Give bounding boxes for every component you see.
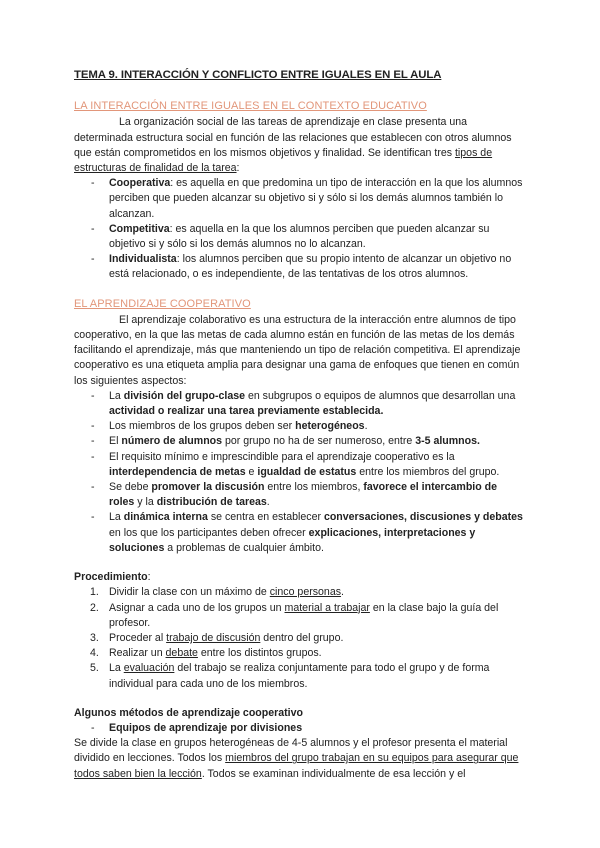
step-item: 1. Dividir la clase con un máximo de cinco personas. bbox=[90, 586, 344, 599]
step-item: 5. La evaluación del trabajo se realiza conjuntamente para todo el grupo y de forma individual para cada uno de los miembros. bbox=[90, 662, 490, 690]
list-item: - El número de alumnos por grupo no ha de ser numeroso, entre 3-5 alumnos. bbox=[91, 435, 480, 448]
methods-text: Se divide la clase en grupos heterogéneas de 4-5 alumnos y el profesor presenta el material dividido en lecciones. Todos los miembros del grupo trabajan en su equipos para asegurar que todos saben bien la lección. Todos se examinan individualmente de esa lección y el bbox=[74, 737, 519, 780]
list-item: - Se debe promover la discusión entre los miembros, favorece el intercambio de roles y la distribución de tareas. bbox=[91, 481, 498, 509]
list-item: - El requisito mínimo e imprescindible para el aprendizaje cooperativo es la interdependencia de metas e igualdad de estatus entre los miembros del grupo. bbox=[91, 450, 500, 478]
task-structure-list bbox=[74, 176, 524, 282]
document-title: TEMA 9. INTERACCIÓN Y CONFLICTO ENTRE IGUALES EN EL AULA bbox=[74, 69, 442, 81]
list-item-competitiva: - Competitiva: es aquella en la que los alumnos perciben que pueden alcanzar su objetivo si y sólo si los demás alumnos no lo alcanzan. bbox=[91, 222, 490, 251]
list-item: - La dinámica interna se centra en establecer conversaciones, discusiones y debates en los que los participantes deben ofrecer explicaciones, interpretaciones y soluciones a problemas de cualquier ámbito. bbox=[91, 511, 523, 554]
section2-intro: El aprendizaje colaborativo es una estructura de la interacción entre alumnos de tipo cooperativo, en la que las metas de cada alumno están en función de las metas de los demás facilitando el aprendizaje, más que manteniendo un tipo de relación competitiva. El aprendizaje cooperativo es una etiqueta amplia para designar una gama de enfoques que tienen en común los siguientes aspectos: bbox=[74, 313, 521, 387]
list-item: - Los miembros de los grupos deben ser heterogéneos. bbox=[91, 420, 368, 433]
section-heading-interaccion: LA INTERACCIÓN ENTRE IGUALES EN EL CONTEXTO EDUCATIVO bbox=[74, 100, 427, 113]
step-item: 3. Proceder al trabajo de discusión dentro del grupo. bbox=[90, 631, 344, 644]
section-heading-aprendizaje-cooperativo: EL APRENDIZAJE COOPERATIVO bbox=[74, 297, 251, 310]
procedure-steps bbox=[74, 585, 524, 691]
procedure-heading: Procedimiento: bbox=[74, 571, 151, 584]
methods-heading: Algunos métodos de aprendizaje cooperativo bbox=[74, 706, 303, 719]
list-item-individualista: - Individualista: los alumnos perciben que su propio intento de alcanzar un objetivo no está relacionado, o es independiente, de las tentativas de los otros alumnos. bbox=[91, 253, 512, 281]
step-item: 2. Asignar a cada uno de los grupos un material a trabajar en la clase bajo la guía del profesor. bbox=[90, 601, 499, 629]
list-item-cooperativa: - Cooperativa: es aquella en que predomina un tipo de interacción en la que los alumnos perciben que pueden alcanzar su objetivo si y sólo si los demás alumnos también lo alcanzan. bbox=[91, 177, 523, 220]
section1-intro-underlined: tipos de estructuras de finalidad de la tarea bbox=[74, 146, 493, 175]
list-item: - La división del grupo-clase en subgrupos o equipos de alumnos que desarrollan una actividad o realizar una tarea previamente establecida. bbox=[91, 389, 516, 418]
method-item: - Equipos de aprendizaje por divisiones bbox=[91, 721, 303, 734]
section1-intro: La organización social de las tareas de aprendizaje en clase presenta una determinada estructura social en función de las relaciones que establecen con otros alumnos que están comprometidos en los mismos objetivos y finalidad. Se identifican tres tipos de estructuras de finalidad de la tarea: bbox=[74, 116, 512, 175]
document-content bbox=[74, 68, 524, 782]
methods-list bbox=[74, 721, 524, 736]
cooperative-aspects-list bbox=[74, 389, 524, 556]
step-item: 4. Realizar un debate entre los distintos grupos. bbox=[90, 647, 322, 660]
